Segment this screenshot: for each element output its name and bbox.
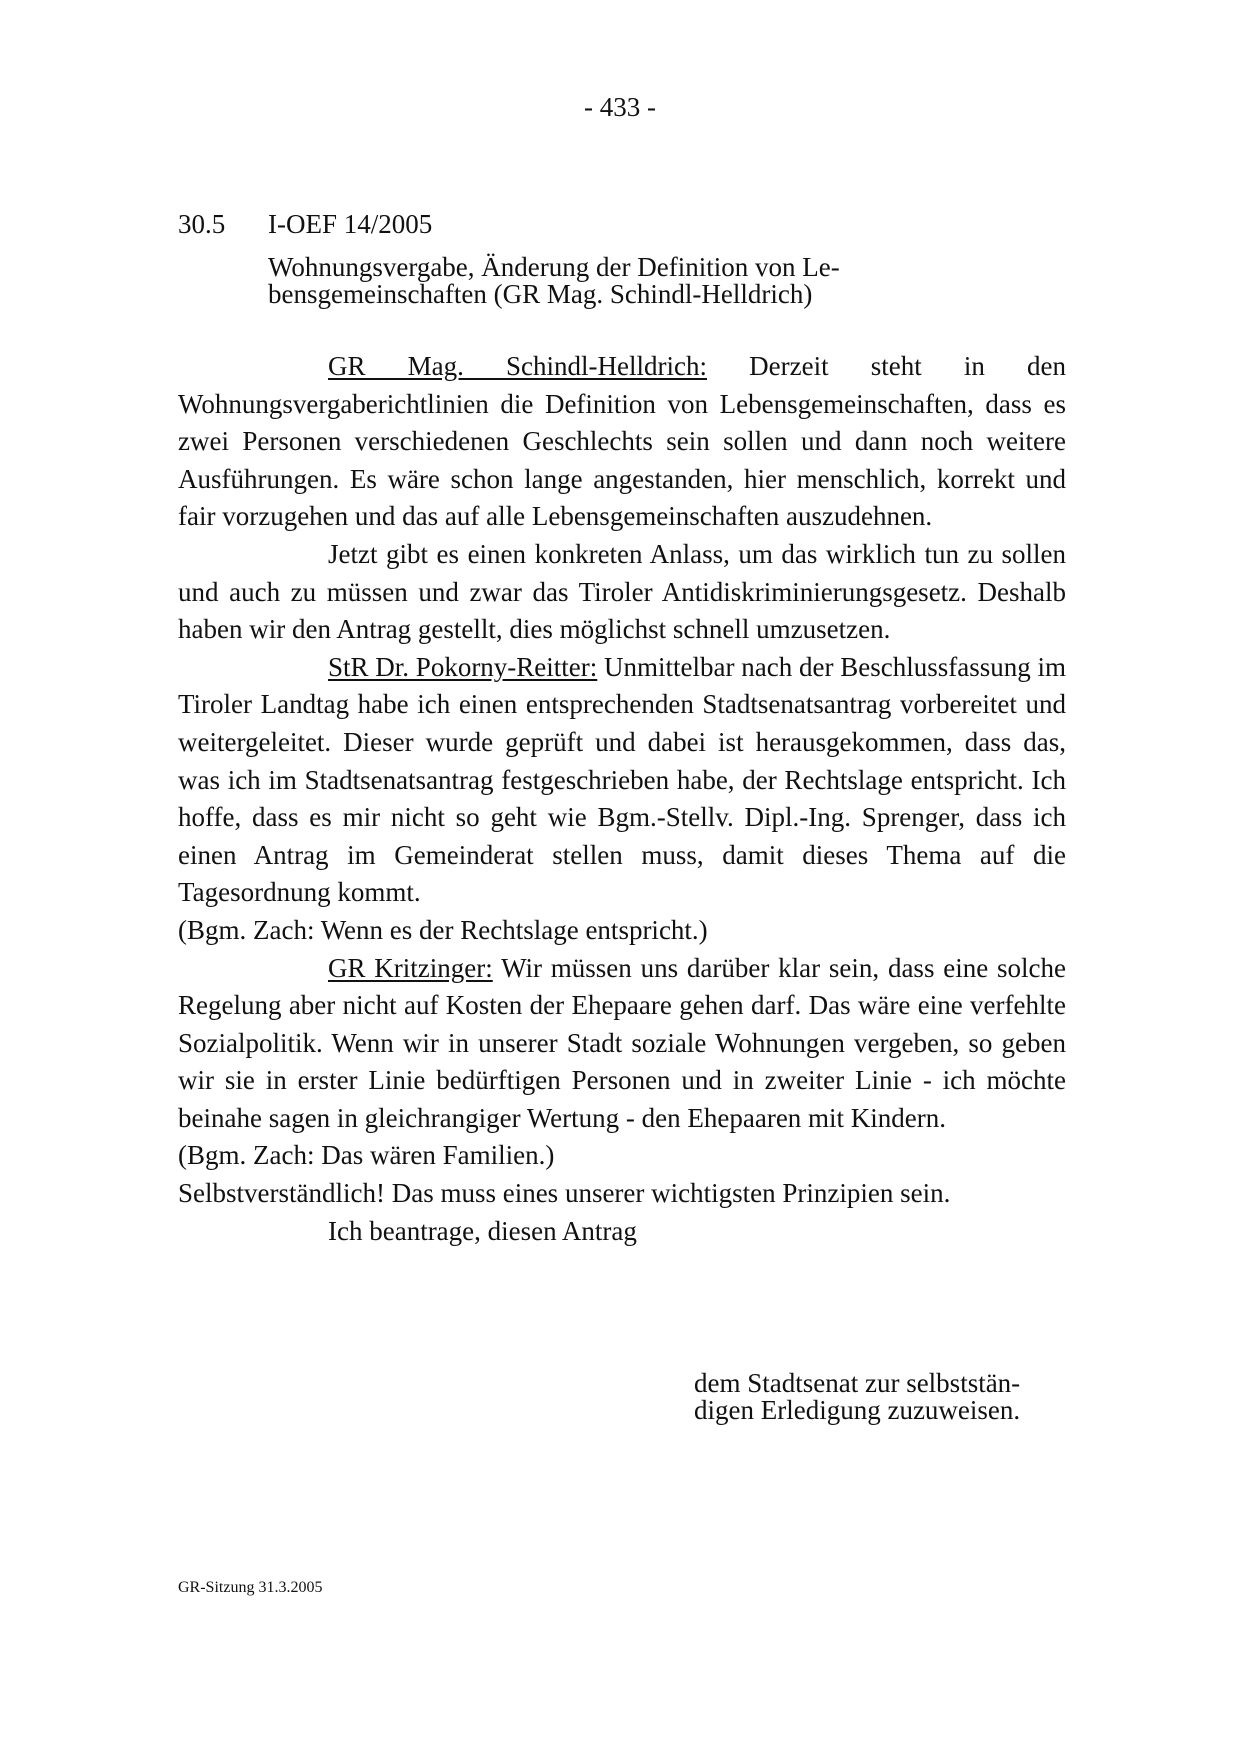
statement-text: Wir müssen uns darüber klar sein, dass eine solche Regelung aber nicht auf Kosten der Ehepaare gehen darf. Das wäre eine verfehlte Sozialpolitik. Wenn wir in unserer Stadt soziale Wohnungen vergeben, so geben wir sie in erster Linie bedürftigen Personen und in zweiter Linie - ich möchte beinahe sagen in gleichrangiger Wertung - den Ehepaaren mit Kindern. — [178, 952, 1066, 1133]
subject-line: Wohnungsvergabe, Änderung der Definition von Le- — [268, 252, 840, 282]
agenda-item-number: 30.5 — [178, 209, 226, 239]
resolution-line: dem Stadtsenat zur selbststän- — [694, 1368, 1021, 1398]
resolution-text — [694, 1370, 1074, 1424]
statement-paragraph — [178, 348, 1066, 536]
page-number: - 433 - — [584, 92, 656, 122]
statement-paragraph — [178, 950, 1066, 1138]
speaker-name: GR Kritzinger: — [328, 952, 493, 983]
speaker-name: StR Dr. Pokorny-Reitter: — [328, 651, 598, 682]
resolution-line: digen Erledigung zuzuweisen. — [694, 1395, 1021, 1425]
statement-text: Jetzt gibt es einen konkreten Anlass, um das wirklich tun zu sollen und auch zu müssen und zwar das Tiroler Antidiskriminierungsgesetz. Deshalb haben wir den Antrag gestellt, dies möglichst schnell umzusetzen. — [178, 538, 1066, 645]
statement-paragraph — [178, 649, 1066, 912]
statement-text: Unmittelbar nach der Beschlussfassung im Tiroler Landtag habe ich einen entsprechenden Stadtsenatsantrag vorbereitet und weitergeleitet. Dieser wurde geprüft und dabei ist herausgekommen, dass das, was ich im Stadtsenatsantrag festgeschrieben habe, der Rechtslage entspricht. Ich hoffe, dass es mir nicht so geht wie Bgm.-Stellv. Dipl.-Ing. Sprenger, dass ich einen Antrag im Gemeinderat stellen muss, damit dieses Thema auf die Tagesordnung kommt. — [178, 651, 1066, 908]
interjection: (Bgm. Zach: Wenn es der Rechtslage entspricht.) — [178, 914, 708, 945]
agenda-item-subject — [268, 254, 908, 308]
statement-paragraph: Selbstverständlich! Das muss eines unserer wichtigsten Prinzipien sein. — [178, 1178, 951, 1209]
speaker-name: GR Mag. Schindl-Helldrich: — [328, 351, 707, 381]
minutes-body — [178, 348, 1066, 1250]
subject-line: bensgemeinschaften (GR Mag. Schindl-Helldrich) — [268, 279, 813, 309]
statement-text: Derzeit steht in den Wohnungsvergaberichtlinien die Definition von Lebensgemeinschaften, dass es zwei Personen verschiedenen Geschlechts sein sollen und dann noch weitere Ausführungen. Es wäre schon lange angestanden, hier menschlich, korrekt und fair vorzugehen und das auf alle Lebensgemeinschaften auszudehnen. — [178, 351, 1066, 532]
interjection: (Bgm. Zach: Das wären Familien.) — [178, 1140, 555, 1171]
statement-paragraph — [178, 536, 1066, 649]
footer-session-date: GR-Sitzung 31.3.2005 — [178, 1579, 323, 1596]
agenda-item-code: I-OEF 14/2005 — [268, 209, 433, 239]
motion-paragraph: Ich beantrage, diesen Antrag — [328, 1215, 637, 1246]
